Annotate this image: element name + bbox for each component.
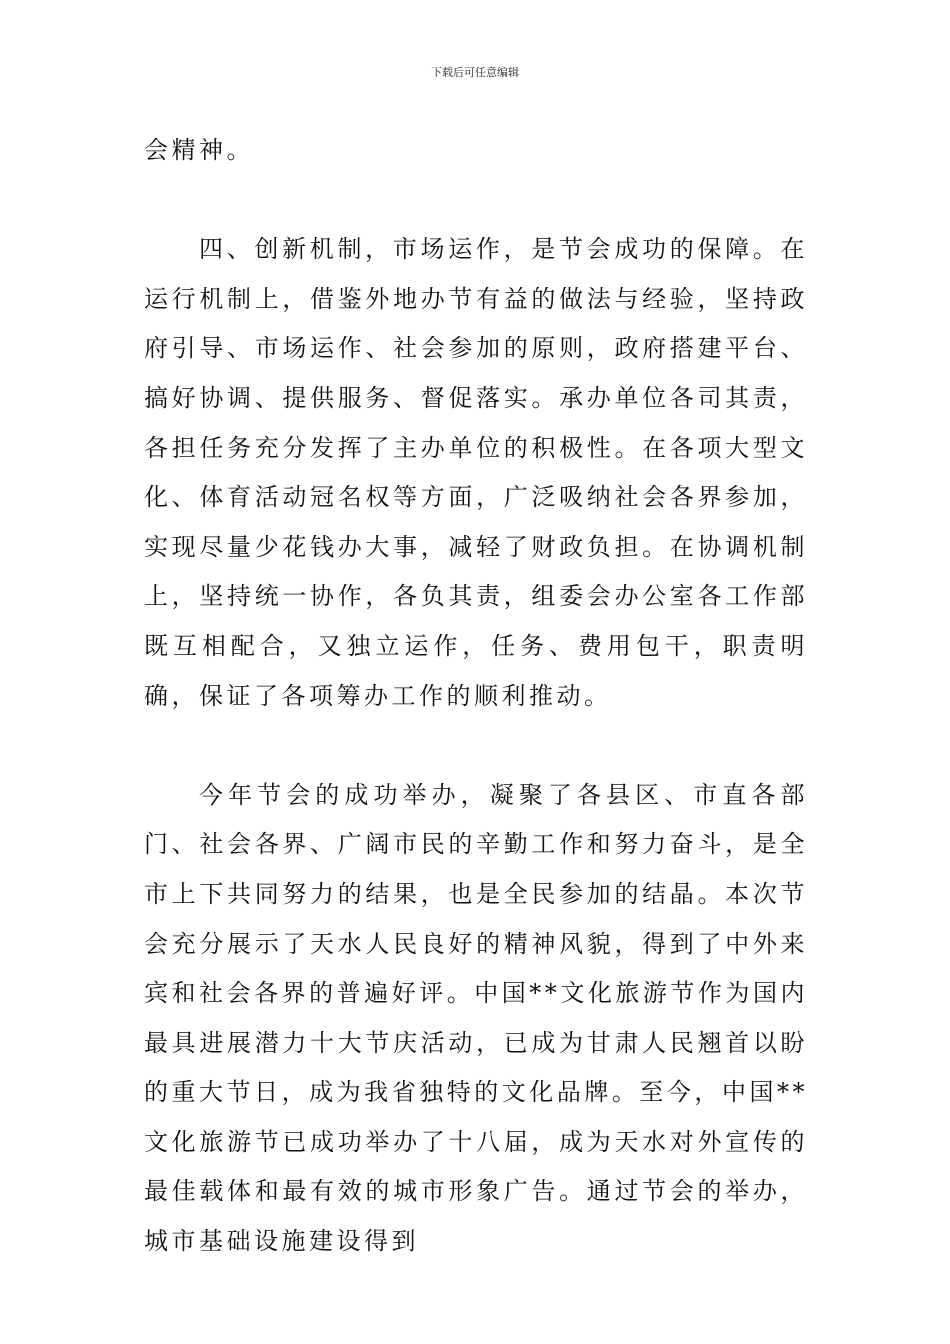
paragraph-festival-success: 今年节会的成功举办，凝聚了各县区、市直各部门、社会各界、广阔市民的辛勤工作和努力奋斗，是全市上下共同努力的结果，也是全民参加的结晶。本次节会充分展示了天水人民良好的精神风貌，得到了中外来宾和社会各界的普遍好评。中国**文化旅游节作为国内最具进展潜力十大节庆活动，已成为甘肃人民翘首以盼的重大节日，成为我省独特的文化品牌。至今，中国**文化旅游节已成功举办了十八届，成为天水对外宣传的最佳载体和最有效的城市形象广告。通过节会的举办，城市基础设施建设得到 <box>144 780 808 1256</box>
paragraph-gap <box>144 721 808 771</box>
page-header: 下载后可任意编辑 <box>431 66 519 79</box>
paragraph-continuation: 会精神。 <box>144 136 254 164</box>
document-body <box>144 126 808 1267</box>
paragraph-mechanism: 四、创新机制，市场运作，是节会成功的保障。在运行机制上，借鉴外地办节有益的做法与经验，坚持政府引导、市场运作、社会参加的原则，政府搭建平台、搞好协调、提供服务、督促落实。承办单位各司其责，各担任务充分发挥了主办单位的积极性。在各项大型文化、体育活动冠名权等方面，广泛吸纳社会各界参加，实现尽量少花钱办大事，减轻了财政负担。在协调机制上，坚持统一协作，各负其责，组委会办公室各工作部既互相配合，又独立运作，任务、费用包干，职责明确，保证了各项筹办工作的顺利推动。 <box>144 235 808 710</box>
paragraph-gap <box>144 176 808 226</box>
